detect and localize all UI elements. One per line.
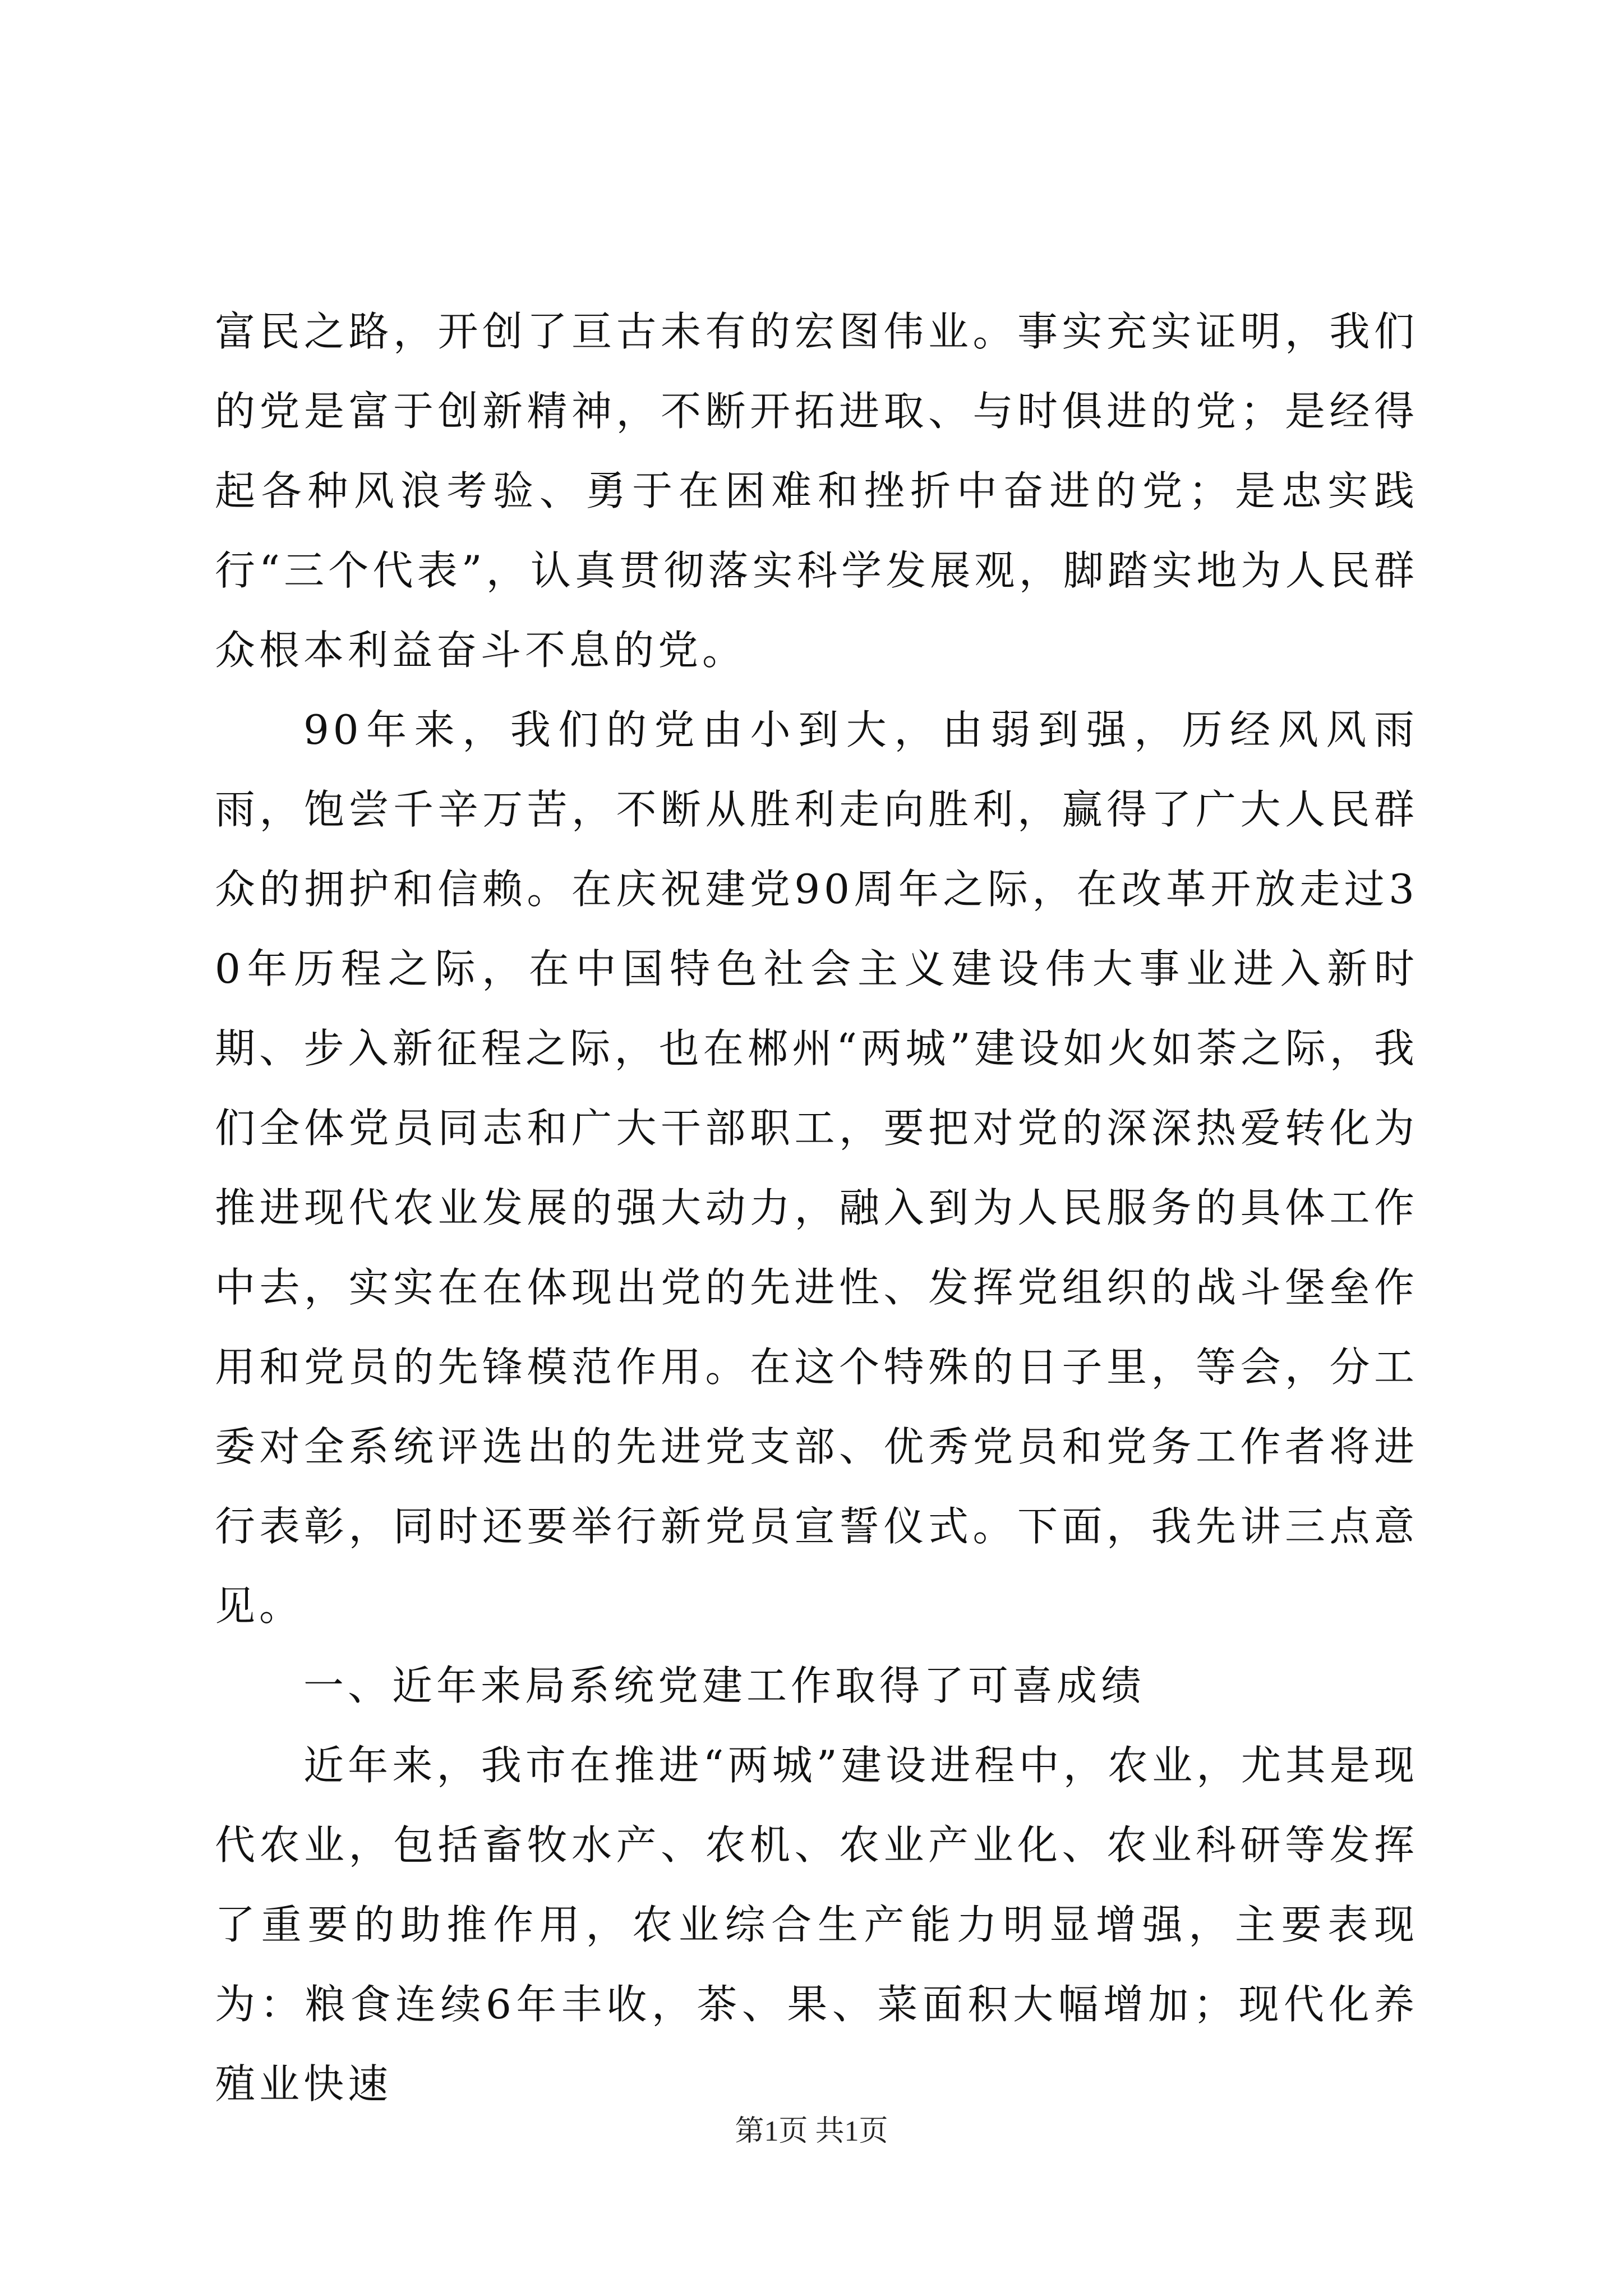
page-footer: 第1页 共1页 — [735, 2115, 888, 2147]
paragraph-recent-years: 近年来，我市在推进“两城”建设进程中，农业，尤其是现代农业，包括畜牧水产、农机、农业产业化、农业科研等发挥了重要的助推作用，农业综合生产能力明显增强，主要表现为：粮食连续6年丰收，茶、果、菜面积大幅增加；现代化养殖业快速 — [215, 1742, 1418, 2108]
paragraph-ninety-years: 90年来，我们的党由小到大，由弱到强，历经风风雨雨，饱尝千辛万苦，不断从胜利走向胜利，赢得了广大人民群众的拥护和信赖。在庆祝建党90周年之际，在改革开放走过30年历程之际，在中国特色社会主义建设伟大事业进入新时期、步入新征程之际，也在郴州“两城”建设如火如荼之际，我们全体党员同志和广大干部职工，要把对党的深深热爱转化为推进现代农业发展的强大动力，融入到为人民服务的具体工作中去，实实在在体现出党的先进性、发挥党组织的战斗堡垒作用和党员的先锋模范作用。在这个特殊的日子里，等会，分工委对全系统评选出的先进党支部、优秀党员和党务工作者将进行表彰，同时还要举行新党员宣誓仪式。下面，我先讲三点意见。 — [215, 706, 1418, 1630]
document-body — [215, 292, 1418, 2124]
paragraph-continued: 富民之路，开创了亘古未有的宏图伟业。事实充实证明，我们的党是富于创新精神，不断开拓进取、与时俱进的党；是经得起各种风浪考验、勇于在困难和挫折中奋进的党；是忠实践行“三个代表”，认真贯彻落实科学发展观，脚踏实地为人民群众根本利益奋斗不息的党。 — [215, 308, 1418, 674]
section-heading: 一、近年来局系统党建工作取得了可喜成绩 — [303, 1662, 1146, 1709]
